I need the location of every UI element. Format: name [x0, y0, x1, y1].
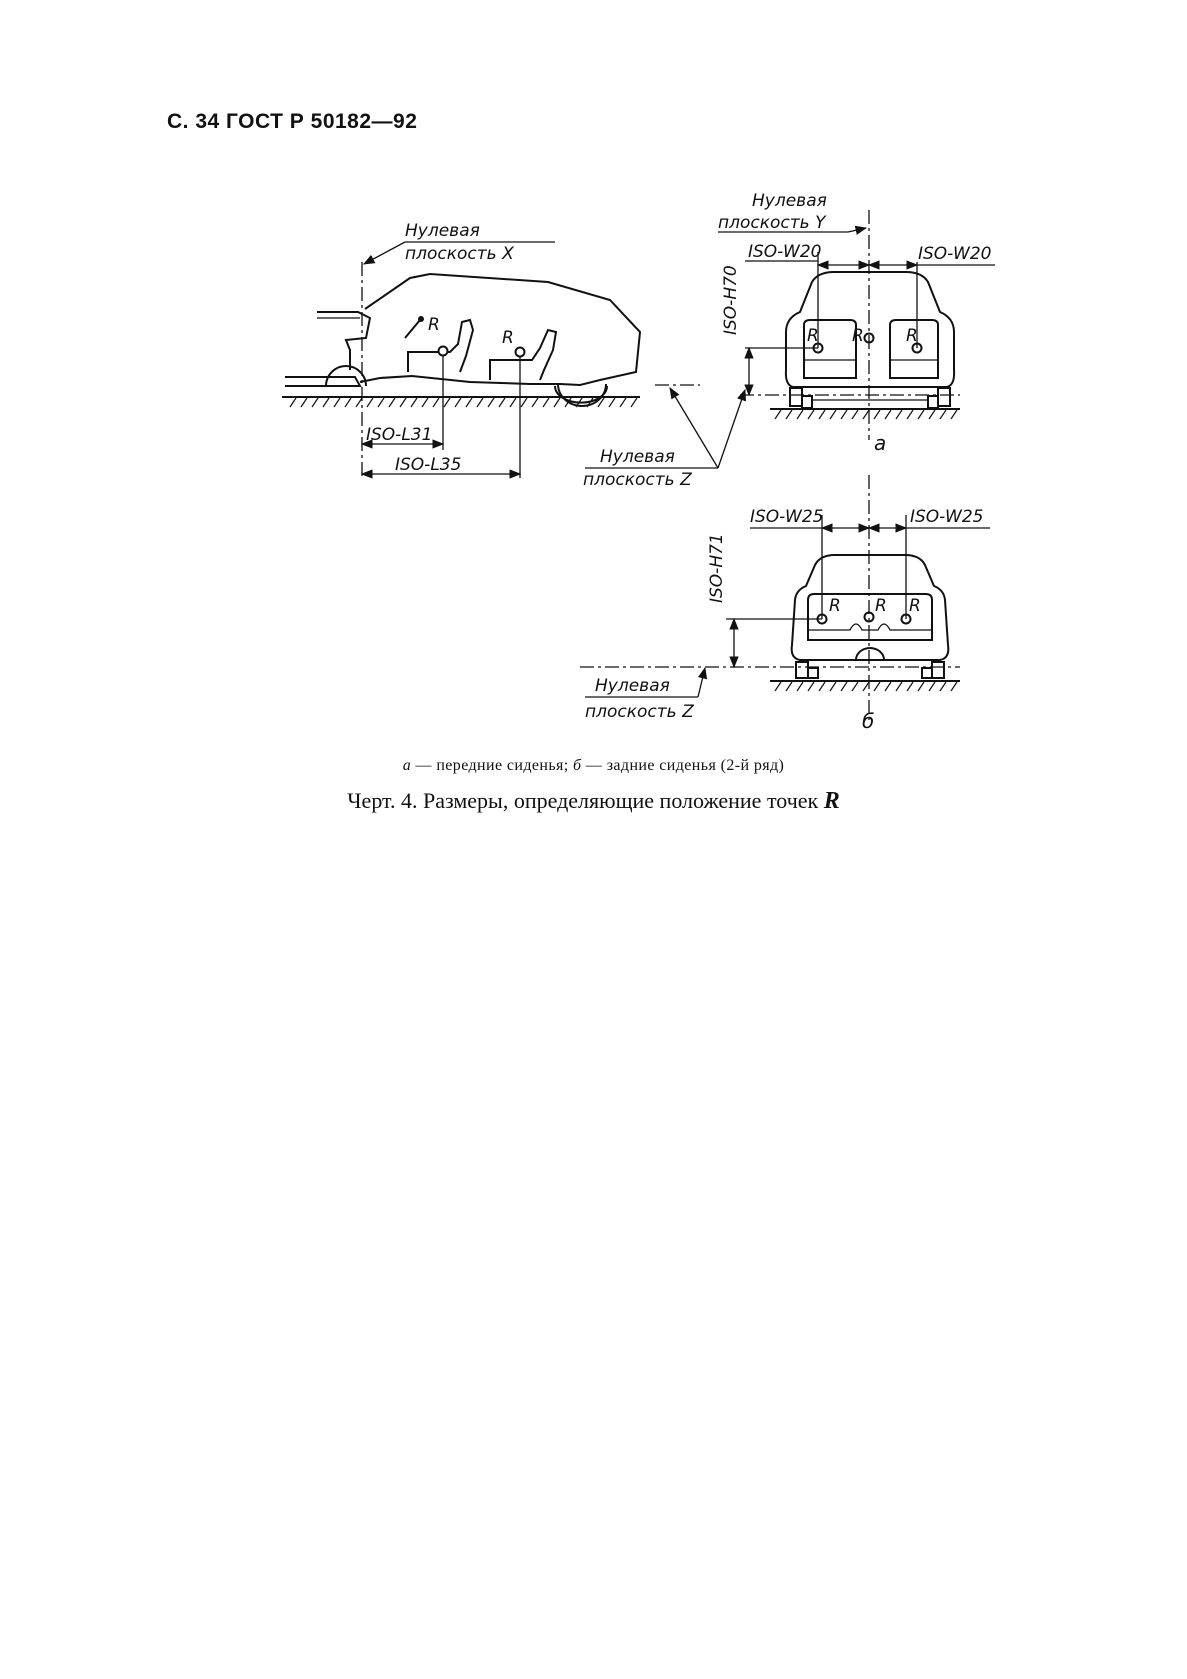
ground-hatch-line: [885, 410, 891, 419]
ground-hatch-line: [510, 398, 516, 407]
ground-hatch-line: [312, 398, 318, 407]
zero-plane-y-label-2: плоскость Y: [718, 213, 826, 233]
front-a-r-label-2: R: [852, 326, 864, 346]
ground-hatch-line: [378, 398, 384, 407]
ground-hatch-line: [808, 410, 814, 419]
ground-hatch-line: [896, 410, 902, 419]
ground-hatch-line: [885, 682, 891, 691]
ground-hatch-line: [554, 398, 560, 407]
ground-hatch-line: [841, 682, 847, 691]
side-r-label-rear: R: [502, 328, 514, 348]
ground-hatch-line: [411, 398, 417, 407]
ground-hatch-line: [841, 410, 847, 419]
zero-plane-z-shared-label-2: плоскость Z: [583, 470, 692, 490]
dim-w20-left-label: ISO-W20: [748, 242, 822, 262]
front-b-r-label-2: R: [875, 596, 887, 616]
ground-hatch-line: [863, 410, 869, 419]
ground-hatch-line: [830, 682, 836, 691]
ground-hatch-line: [852, 682, 858, 691]
ground-hatch-line: [389, 398, 395, 407]
ground-hatch-line: [609, 398, 615, 407]
front-view-b: [580, 475, 990, 733]
ground-hatch-line: [918, 410, 924, 419]
dim-h70-label: ISO-H70: [721, 265, 741, 335]
ground-hatch-line: [345, 398, 351, 407]
ground-hatch-line: [323, 398, 329, 407]
ground-hatch-line: [786, 410, 792, 419]
ground-hatch-line: [808, 682, 814, 691]
front-b-sub-label: б: [862, 709, 875, 733]
ground-hatch-line: [797, 410, 803, 419]
dim-w20-right-label: ISO-W20: [918, 244, 992, 264]
zero-plane-x-label-2: плоскость X: [405, 244, 514, 264]
zero-plane-z-b-label-1: Нулевая: [595, 676, 670, 696]
side-view-vehicle: [282, 221, 700, 480]
ground-hatch-line: [466, 398, 472, 407]
zero-plane-x-label-1: Нулевая: [405, 221, 480, 241]
ground-hatch-line: [433, 398, 439, 407]
ground-hatch-line: [631, 398, 637, 407]
ground-hatch-line: [301, 398, 307, 407]
subcaption-b-letter: б: [573, 757, 582, 774]
dim-w25-left-label: ISO-W25: [750, 507, 824, 527]
ground-hatch-line: [907, 410, 913, 419]
ground-hatch-line: [488, 398, 494, 407]
zero-plane-y-label-1: Нулевая: [752, 191, 827, 211]
ground-hatch-line: [775, 682, 781, 691]
ground-hatch-line: [620, 398, 626, 407]
zero-plane-z-b-label-2: плоскость Z: [585, 702, 694, 722]
ground-hatch-line: [334, 398, 340, 407]
ground-hatch-line: [532, 398, 538, 407]
ground-hatch-line: [929, 410, 935, 419]
ground-hatch-line: [499, 398, 505, 407]
ground-hatch-line: [477, 398, 483, 407]
ground-hatch-line: [786, 682, 792, 691]
ground-hatch-line: [455, 398, 461, 407]
caption-main-r: R: [823, 788, 840, 814]
ground-hatch-line: [874, 682, 880, 691]
dim-w25-right-label: ISO-W25: [910, 507, 984, 527]
subcaption-a-letter: а: [402, 757, 412, 774]
ground-hatch-line: [775, 410, 781, 419]
ground-hatch-line: [940, 410, 946, 419]
figure-caption: [0, 788, 1187, 815]
subcaption-b-text: — задние сиденья (2-й ряд): [581, 757, 785, 774]
front-a-r-label-3: R: [906, 326, 918, 346]
ground-hatch-line: [907, 682, 913, 691]
ground-hatch-line: [422, 398, 428, 407]
page-header: С. 34 ГОСТ Р 50182—92: [167, 110, 418, 133]
ground-hatch-line: [929, 682, 935, 691]
figure-subcaption: [0, 757, 1187, 775]
ground-hatch-line: [951, 682, 957, 691]
ground-hatch-line: [819, 682, 825, 691]
dim-h71-label: ISO-H71: [707, 533, 727, 603]
ground-hatch-line: [797, 682, 803, 691]
zero-plane-z-shared: [583, 388, 745, 490]
front-b-r-label-1: R: [829, 596, 841, 616]
ground-hatch-line: [521, 398, 527, 407]
ground-hatch-line: [367, 398, 373, 407]
ground-hatch-line: [896, 682, 902, 691]
zero-plane-z-shared-label-1: Нулевая: [600, 447, 675, 467]
front-b-r-label-3: R: [909, 596, 921, 616]
front-a-r-label-1: R: [807, 326, 819, 346]
ground-hatch-line: [951, 410, 957, 419]
dim-l35-label: ISO-L35: [395, 455, 462, 475]
ground-hatch-line: [863, 682, 869, 691]
dim-l31-label: ISO-L31: [366, 425, 433, 445]
ground-hatch-line: [400, 398, 406, 407]
figure-r-point-dimensions: [0, 0, 1187, 760]
ground-hatch-line: [819, 410, 825, 419]
ground-hatch-line: [290, 398, 296, 407]
ground-hatch-line: [444, 398, 450, 407]
side-r-label-front: R: [428, 315, 440, 335]
ground-hatch-line: [356, 398, 362, 407]
caption-main-text: Черт. 4. Размеры, определяющие положение точек: [347, 788, 824, 813]
front-view-a: [718, 191, 995, 455]
subcaption-a-text: — передние сиденья;: [411, 757, 574, 774]
ground-hatch-line: [852, 410, 858, 419]
ground-hatch-line: [940, 682, 946, 691]
ground-hatch-line: [830, 410, 836, 419]
front-a-sub-label: а: [874, 431, 887, 455]
ground-hatch-line: [874, 410, 880, 419]
ground-hatch-line: [543, 398, 549, 407]
ground-hatch-line: [918, 682, 924, 691]
